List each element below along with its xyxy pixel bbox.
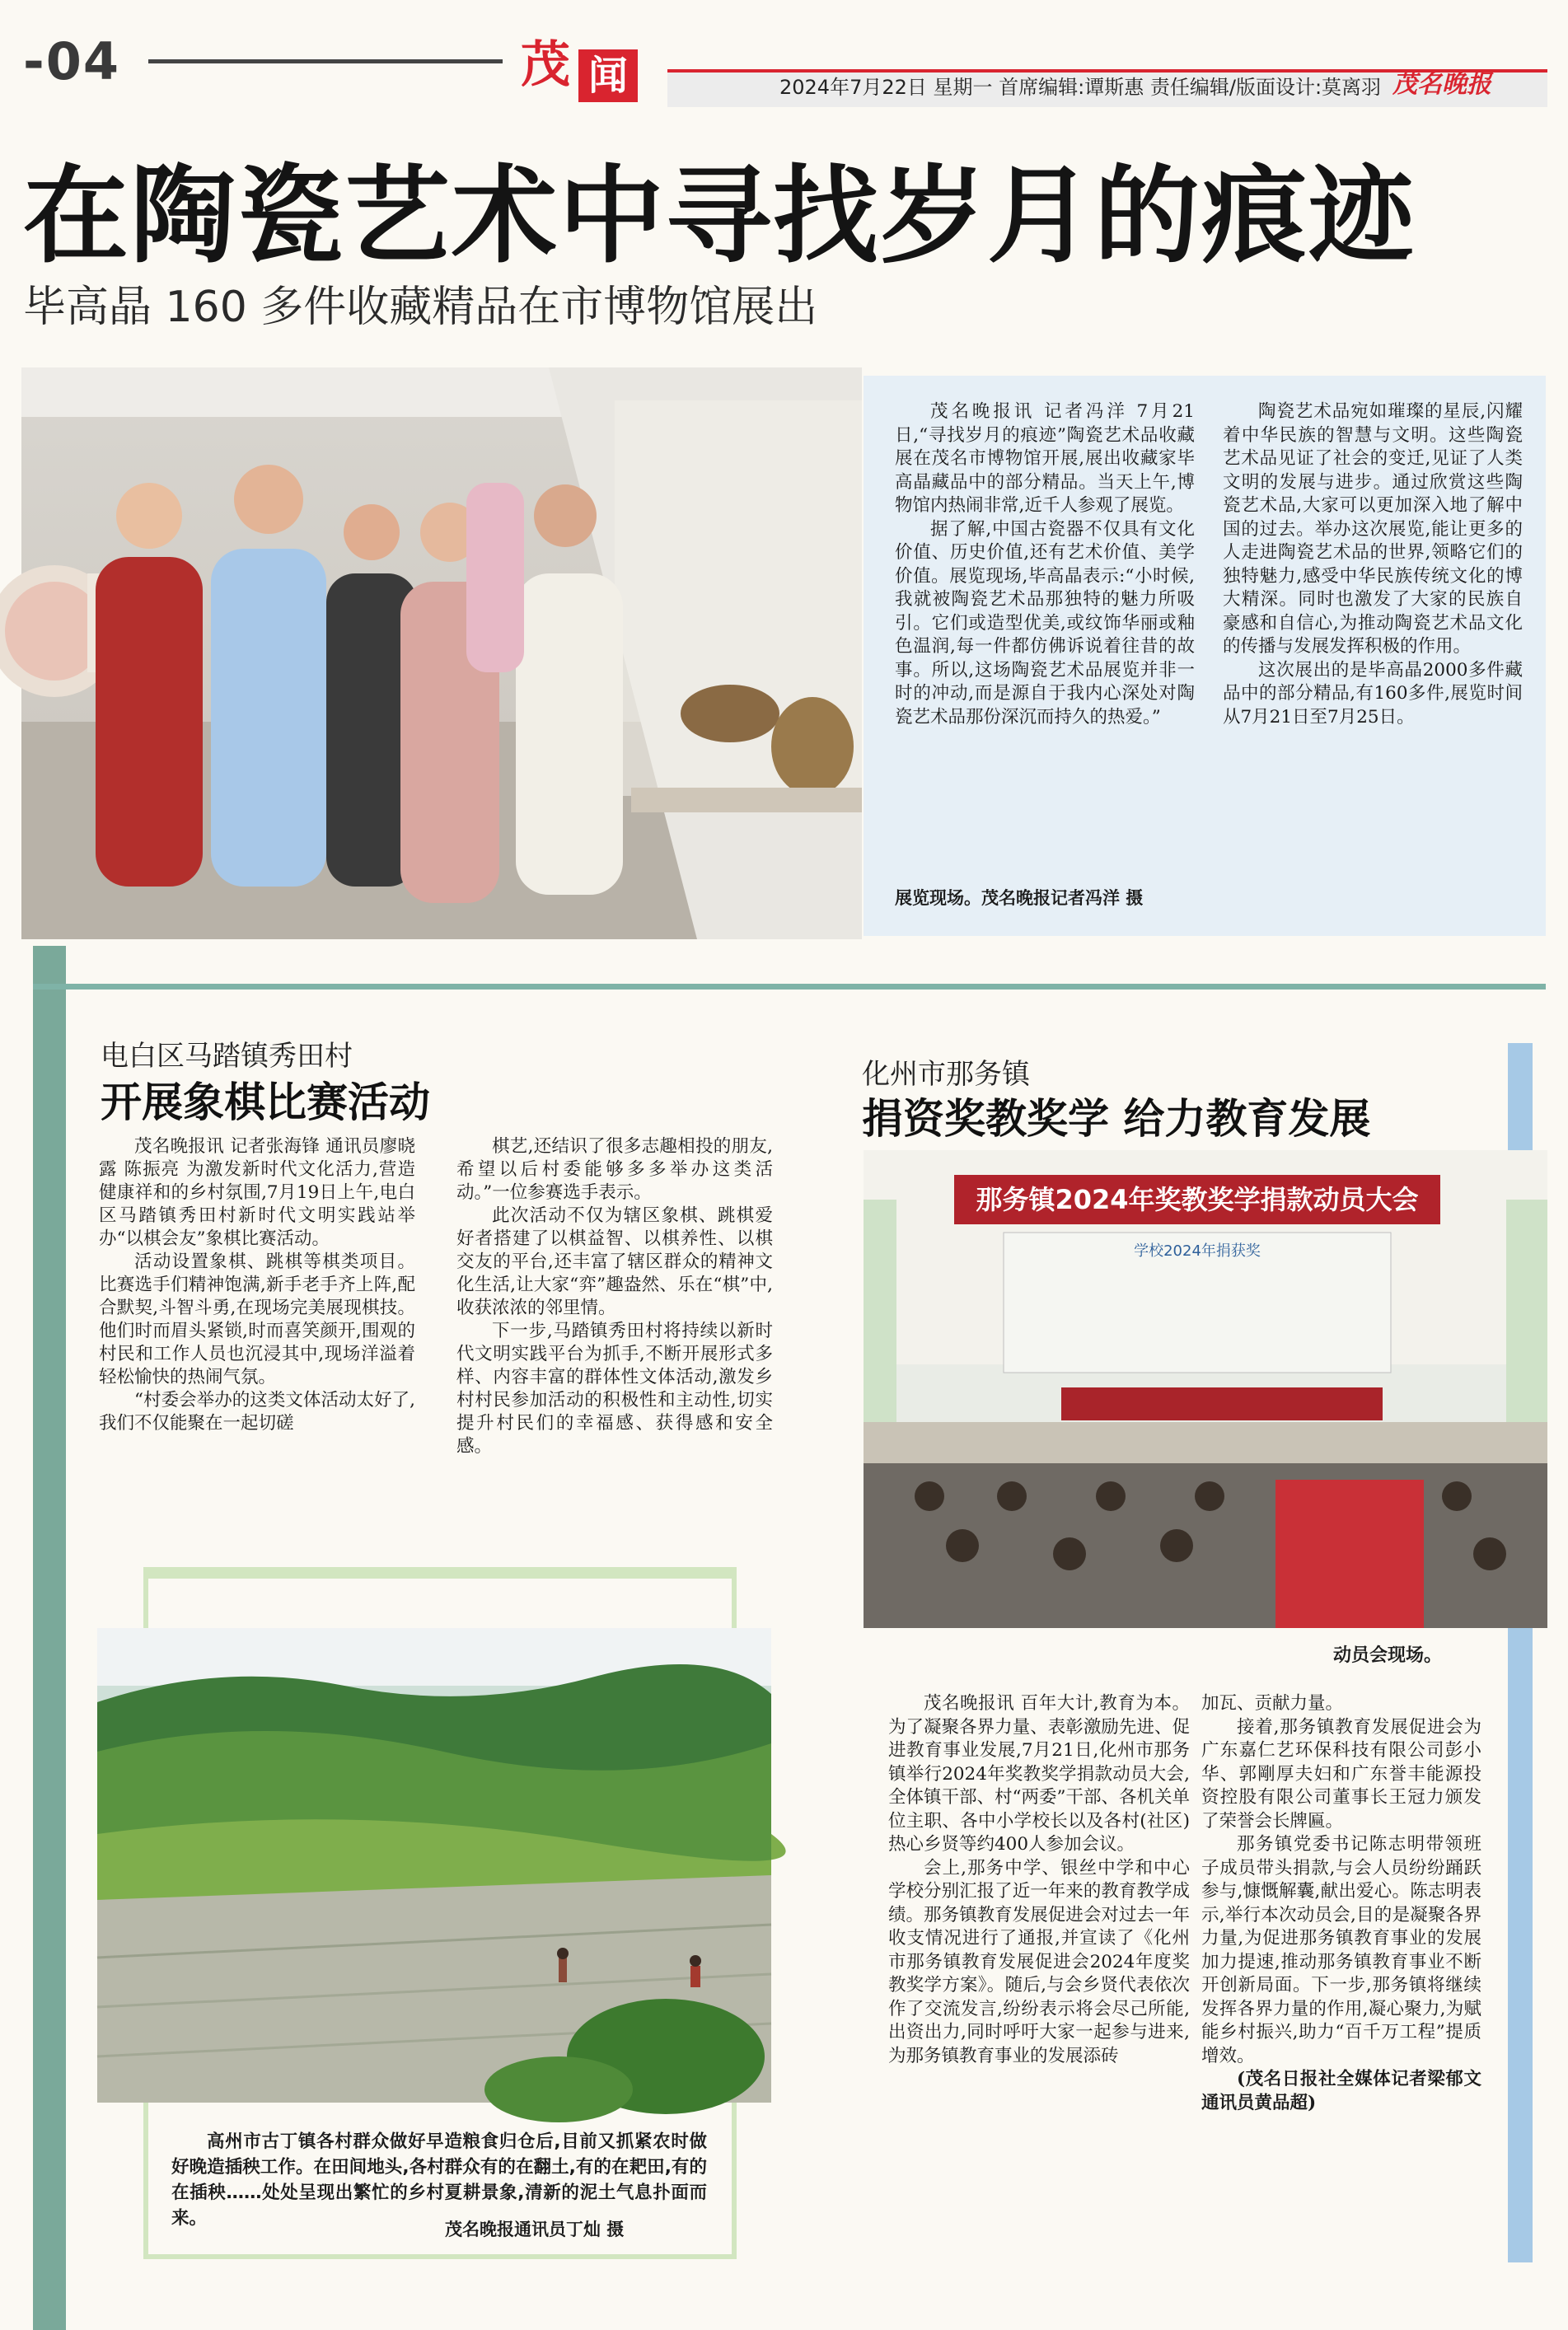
rice-planting-photo — [97, 1628, 771, 2103]
header-rule — [148, 59, 503, 63]
paragraph: 那务镇党委书记陈志明带领班子成员带头捐款,与会人员纷纷踊跃参与,慷慨解囊,献出爱心。陈志明表示,举行本次动员会,目的是凝聚各界力量,为促进那务镇教育事业的发展加力提速,推动那务镇教育事业不断开创新局面。下一步,那务镇将继续发挥各界力量的作用,凝心聚力,为赋能乡村振兴,助力“百千万工程”提质增效。 — [1201, 1834, 1481, 2066]
chess-col1 — [99, 1135, 415, 1528]
photo-caption: 展览现场。茂名晚报记者冯洋 摄 — [895, 888, 1144, 908]
meeting-banner: 那务镇2024年奖教奖学捐款动员大会 — [976, 1184, 1419, 1215]
photo-credit: 茂名晚报通讯员丁灿 摄 — [445, 2220, 625, 2239]
paragraph: 陶瓷艺术品宛如璀璨的星辰,闪耀着中华民族的智慧与文明。这些陶瓷艺术品见证了社会的变迁,见证了人类文明的发展与进步。通过欣赏这些陶瓷艺术品,大家可以更加深入地了解中国的过去。举办这次展览,能让更多的人走进陶瓷艺术品的世界,领略它们的独特魅力,感受中华民族传统文化的博大精深。同时也激发了大家的民族自豪感和自信心,为推动陶瓷艺术品文化的传播与发展发挥积极的作用。 — [1223, 401, 1523, 657]
paragraph: 据了解,中国古瓷器不仅具有文化价值、历史价值,还有艺术价值、美学价值。展览现场,毕高晶表示:“小时候,我就被陶瓷艺术品那独特的魅力所吸引。它们或造型优美,或纹饰华丽或釉色温润,每一件都仿佛诉说着往昔的故事。所以,这场陶瓷艺术品展览并非一时的冲动,而是源自于我内心深处对陶瓷艺术品那份深沉而持久的热爱。” — [895, 518, 1195, 728]
paragraph: 下一步,马踏镇秀田村将持续以新时代文明实践平台为抓手,不断开展形式多样、内容丰富的群体性文体活动,激发乡村村民参加活动的积极性和主动性,切实提升村民们的幸福感、获得感和安全感。 — [456, 1321, 773, 1457]
story-kicker: 化州市那务镇 — [862, 1058, 1030, 1091]
section-label — [521, 28, 644, 104]
photo-caption: 动员会现场。 — [1333, 1645, 1443, 1666]
date-line: 2024年7月22日 星期一 首席编辑:谭斯惠 责任编辑/版面设计:莫离羽 — [779, 76, 1382, 99]
paragraph: 茂名晚报讯 百年大计,教育为本。为了凝聚各界力量、表彰激励先进、促进教育事业发展,7月21日,化州市那务镇举行2024年奖教奖学捐款动员大会,全体镇干部、村“两委”干部、各机关单位主职、各中小学校长以及各村(社区)热心乡贤等约400人参加会议。 — [888, 1693, 1190, 1855]
paragraph: 此次活动不仅为辖区象棋、跳棋爱好者搭建了以棋益智、以棋养性、以棋交友的平台,还丰富了辖区群众的精神文化生活,让大家“弈”趣盎然、乐在“棋”中,收获浓浓的邻里情。 — [456, 1205, 773, 1318]
exhibition-photo — [21, 367, 862, 939]
main-story-col1 — [895, 400, 1195, 867]
page-number: -04 — [23, 31, 121, 91]
story-kicker: 电白区马踏镇秀田村 — [101, 1040, 353, 1073]
headline: 在陶瓷艺术中寻找岁月的痕迹 — [23, 155, 1416, 278]
farm-caption-box — [171, 2129, 707, 2229]
section-char-1: 茂 — [521, 36, 570, 94]
screen-title: 学校2024年捐获奖 — [1134, 1242, 1261, 1260]
paragraph: “村委会举办的这类文体活动太好了,我们不仅能聚在一起切磋 — [99, 1390, 415, 1434]
decorative-bar — [33, 946, 66, 2330]
paragraph: 会上,那务中学、银丝中学和中心学校分别汇报了近一年来的教育教学成绩。那务镇教育发展促进会对过去一年收支情况进行了通报,并宣读了《化州市那务镇教育发展促进会2024年度奖教奖学方案》。随后,与会乡贤代表依次作了交流发言,纷纷表示将会尽己所能,出资出力,同时呼吁大家一起参与进来,为那务镇教育事业的发展添砖 — [888, 1857, 1190, 2066]
paragraph: 茂名晚报讯 记者张海锋 通讯员廖晓露 陈振亮 为激发新时代文化活力,营造健康祥和的乡村氛围,7月19日上午,电白区马踏镇秀田村新时代文明实践站举办“以棋会友”象棋比赛活动。 — [99, 1136, 415, 1249]
edu-col1 — [888, 1692, 1190, 2228]
divider — [33, 984, 1546, 990]
paragraph: 接着,那务镇教育发展促进会为广东嘉仁艺环保科技有限公司彭小华、郭剛厚夫妇和广东誉丰能源投资控股有限公司董事长王冠力颁发了荣誉会长牌匾。 — [1201, 1716, 1481, 1832]
story-title: 捐资奖教奖学 给力教育发展 — [862, 1095, 1371, 1143]
paragraph: 这次展出的是毕高晶2000多件藏品中的部分精品,有160多件,展览时间从7月21日至7月25日。 — [1223, 659, 1523, 728]
paragraph: 棋艺,还结识了很多志趣相投的朋友,希望以后村委能够多多举办这类活动。”一位参赛选手表示。 — [456, 1136, 773, 1203]
paragraph: 茂名晚报讯 记者冯洋 7月21日,“寻找岁月的痕迹”陶瓷艺术品收藏展在茂名市博物馆开展,展出收藏家毕高晶藏品中的部分精品。当天上午,博物馆内热闹非常,近千人参观了展览。 — [895, 401, 1195, 516]
meeting-photo — [864, 1150, 1547, 1628]
section-char-2: 闻 — [578, 49, 638, 102]
paragraph: 加瓦、贡献力量。 — [1201, 1693, 1344, 1714]
farm-caption: 高州市古丁镇各村群众做好早造粮食归仓后,目前又抓紧农时做好晚造插秧工作。在田间地头,各村群众有的在翻土,有的在耙田,有的在插秧……处处呈现出繁忙的乡村夏耕景象,清新的泥土气息扑面而来。 — [171, 2131, 707, 2229]
story-title: 开展象棋比赛活动 — [101, 1078, 430, 1126]
paragraph: 活动设置象棋、跳棋等棋类项目。比赛选手们精神饱满,新手老手齐上阵,配合默契,斗智斗勇,在现场完美展现棋技。他们时而眉头紧锁,时而喜笑颜开,围观的村民和工作人员也沉浸其中,现场洋溢着轻松愉快的热闹气氛。 — [99, 1252, 415, 1387]
newspaper-logo: 茂名晚报 — [1392, 70, 1491, 99]
main-story-col2 — [1223, 400, 1523, 867]
edu-col2 — [1201, 1692, 1481, 2228]
byline: (茂名日报社全媒体记者梁郁文 通讯员黄品超) — [1201, 2069, 1481, 2113]
subheadline: 毕高晶 160 多件收藏精品在市博物馆展出 — [23, 283, 818, 332]
chess-col2 — [456, 1135, 773, 1528]
